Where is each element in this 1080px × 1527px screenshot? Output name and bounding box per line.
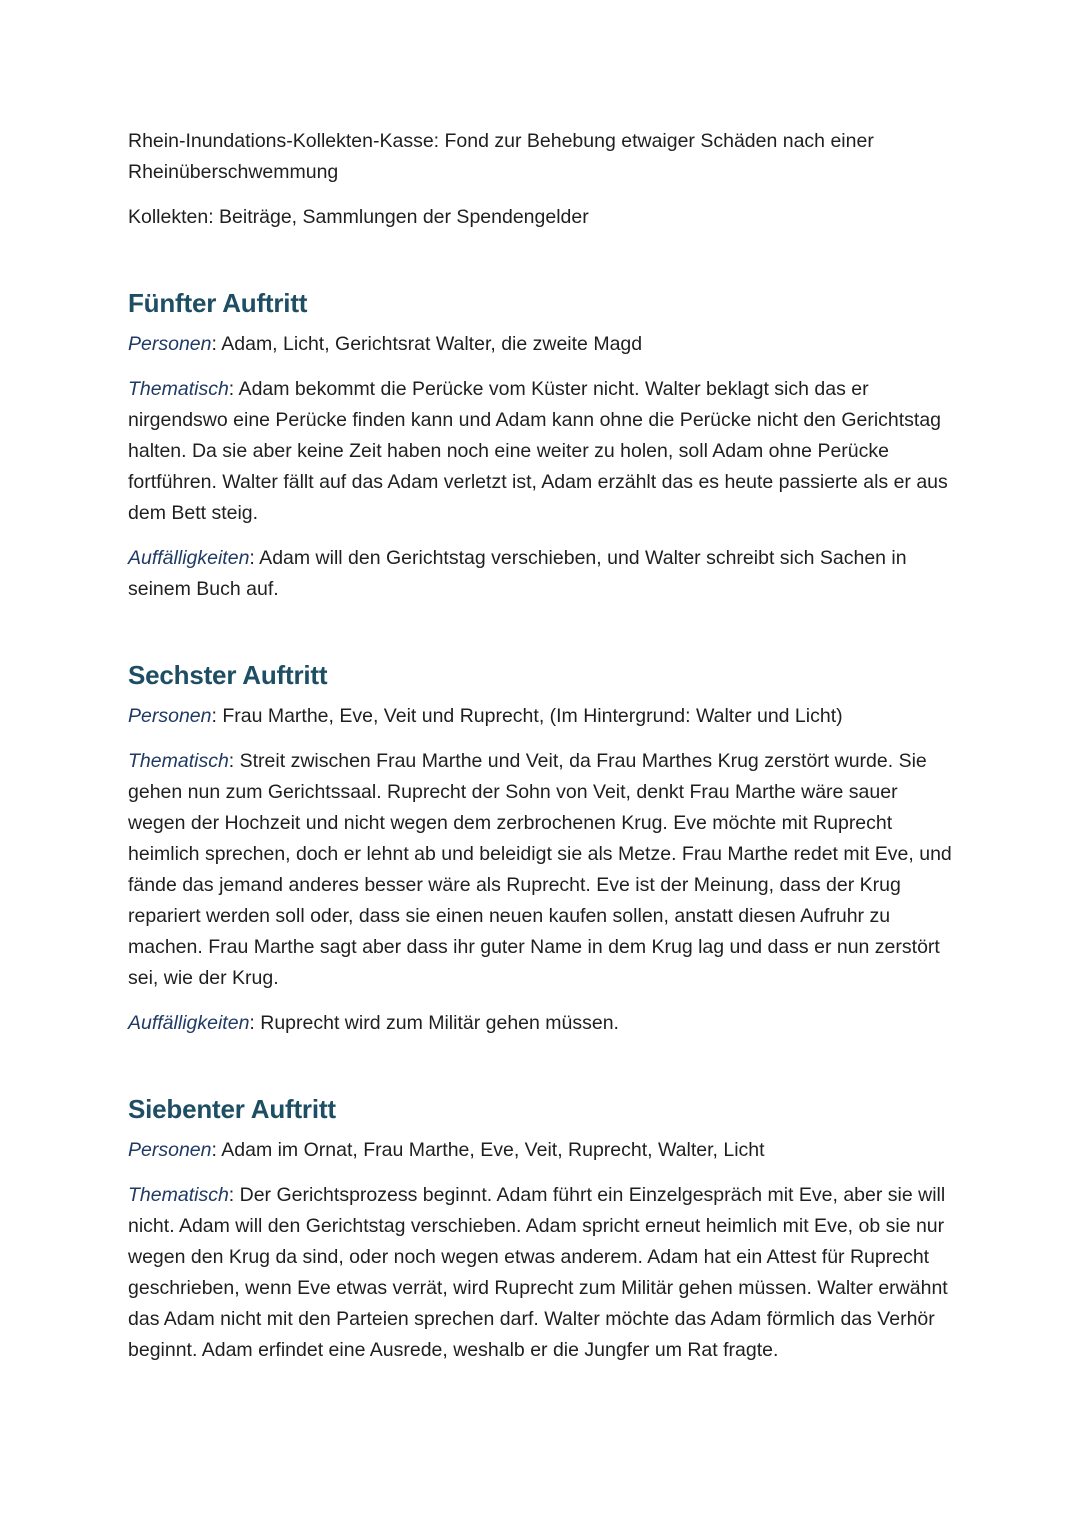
section-siebenter-auftritt bbox=[128, 1093, 958, 1366]
auffaelligkeiten-label: Auffälligkeiten bbox=[128, 1012, 250, 1034]
personen-paragraph bbox=[128, 1135, 958, 1166]
auffaelligkeiten-label: Auffälligkeiten bbox=[128, 547, 250, 569]
thematisch-text: : Der Gerichtsprozess beginnt. Adam führt ein Einzelgespräch mit Eve, aber sie will nicht. Adam will den Gerichtstag verschieben. Adam spricht erneut heimlich mit Eve, ob sie nur wegen den Krug da sind, oder noch wegen etwas anderem. Adam hat ein Attest für Ruprecht geschrieben, wenn Eve etwas verrät, wird Ruprecht zum Militär gehen müssen. Walter erwähnt das Adam nicht mit den Parteien sprechen darf. Walter möchte das Adam förmlich das Verhör beginnt. Adam erfindet eine Ausrede, weshalb er die Jungfer um Rat fragte. bbox=[128, 1184, 948, 1361]
thematisch-text: : Adam bekommt die Perücke vom Küster nicht. Walter beklagt sich das er nirgendswo eine Perücke finden kann und Adam kann ohne die Perücke nicht den Gerichtstag halten. Da sie aber keine Zeit haben noch eine weiter zu holen, soll Adam ohne Perücke fortführen. Walter fällt auf das Adam verletzt ist, Adam erzählt das es heute passierte als er aus dem Bett steig. bbox=[128, 378, 948, 524]
intro-paragraph-kollekten: Kollekten: Beiträge, Sammlungen der Spendengelder bbox=[128, 206, 589, 228]
section-sechster-auftritt bbox=[128, 659, 958, 1039]
personen-text: : Adam im Ornat, Frau Marthe, Eve, Veit, Ruprecht, Walter, Licht bbox=[211, 1139, 765, 1161]
personen-label: Personen bbox=[128, 1139, 212, 1161]
personen-paragraph bbox=[128, 701, 958, 732]
auffaelligkeiten-text: : Adam will den Gerichtstag verschieben, und Walter schreibt sich Sachen in seinem Buch auf. bbox=[128, 547, 907, 600]
thematisch-label: Thematisch bbox=[128, 1184, 229, 1206]
personen-text: : Adam, Licht, Gerichtsrat Walter, die zweite Magd bbox=[211, 333, 643, 355]
auffaelligkeiten-paragraph bbox=[128, 543, 958, 605]
thematisch-paragraph bbox=[128, 746, 958, 994]
thematisch-paragraph bbox=[128, 1180, 958, 1366]
section-title: Siebenter Auftritt bbox=[128, 1094, 336, 1124]
intro-paragraph-kasse: Rhein-Inundations-Kollekten-Kasse: Fond zur Behebung etwaiger Schäden nach einer Rheinüberschwemmung bbox=[128, 130, 874, 183]
section-title: Sechster Auftritt bbox=[128, 660, 328, 690]
thematisch-label: Thematisch bbox=[128, 750, 229, 772]
personen-text: : Frau Marthe, Eve, Veit und Ruprecht, (Im Hintergrund: Walter und Licht) bbox=[211, 705, 843, 727]
auffaelligkeiten-paragraph bbox=[128, 1008, 958, 1039]
thematisch-paragraph bbox=[128, 374, 958, 529]
document-page bbox=[128, 126, 958, 1366]
section-title: Fünfter Auftritt bbox=[128, 288, 308, 318]
personen-paragraph bbox=[128, 329, 958, 360]
personen-label: Personen bbox=[128, 705, 212, 727]
auffaelligkeiten-text: : Ruprecht wird zum Militär gehen müssen. bbox=[249, 1012, 619, 1034]
thematisch-text: : Streit zwischen Frau Marthe und Veit, da Frau Marthes Krug zerstört wurde. Sie gehen nun zum Gerichtssaal. Ruprecht der Sohn von Veit, denkt Frau Marthe wäre sauer wegen der Hochzeit und nicht wegen dem zerbrochenen Krug. Eve möchte mit Ruprecht heimlich sprechen, doch er lehnt ab und beleidigt sie als Metze. Frau Marthe redet mit Eve, und fände das jemand anderes besser wäre als Ruprecht. Eve ist der Meinung, dass der Krug repariert werden soll oder, dass sie einen neuen kaufen sollen, anstatt diesen Aufruhr zu machen. Frau Marthe sagt aber dass ihr guter Name in dem Krug lag und dass er nun zerstört sei, wie der Krug. bbox=[128, 750, 952, 989]
personen-label: Personen bbox=[128, 333, 212, 355]
thematisch-label: Thematisch bbox=[128, 378, 229, 400]
section-fuenfter-auftritt bbox=[128, 287, 958, 605]
